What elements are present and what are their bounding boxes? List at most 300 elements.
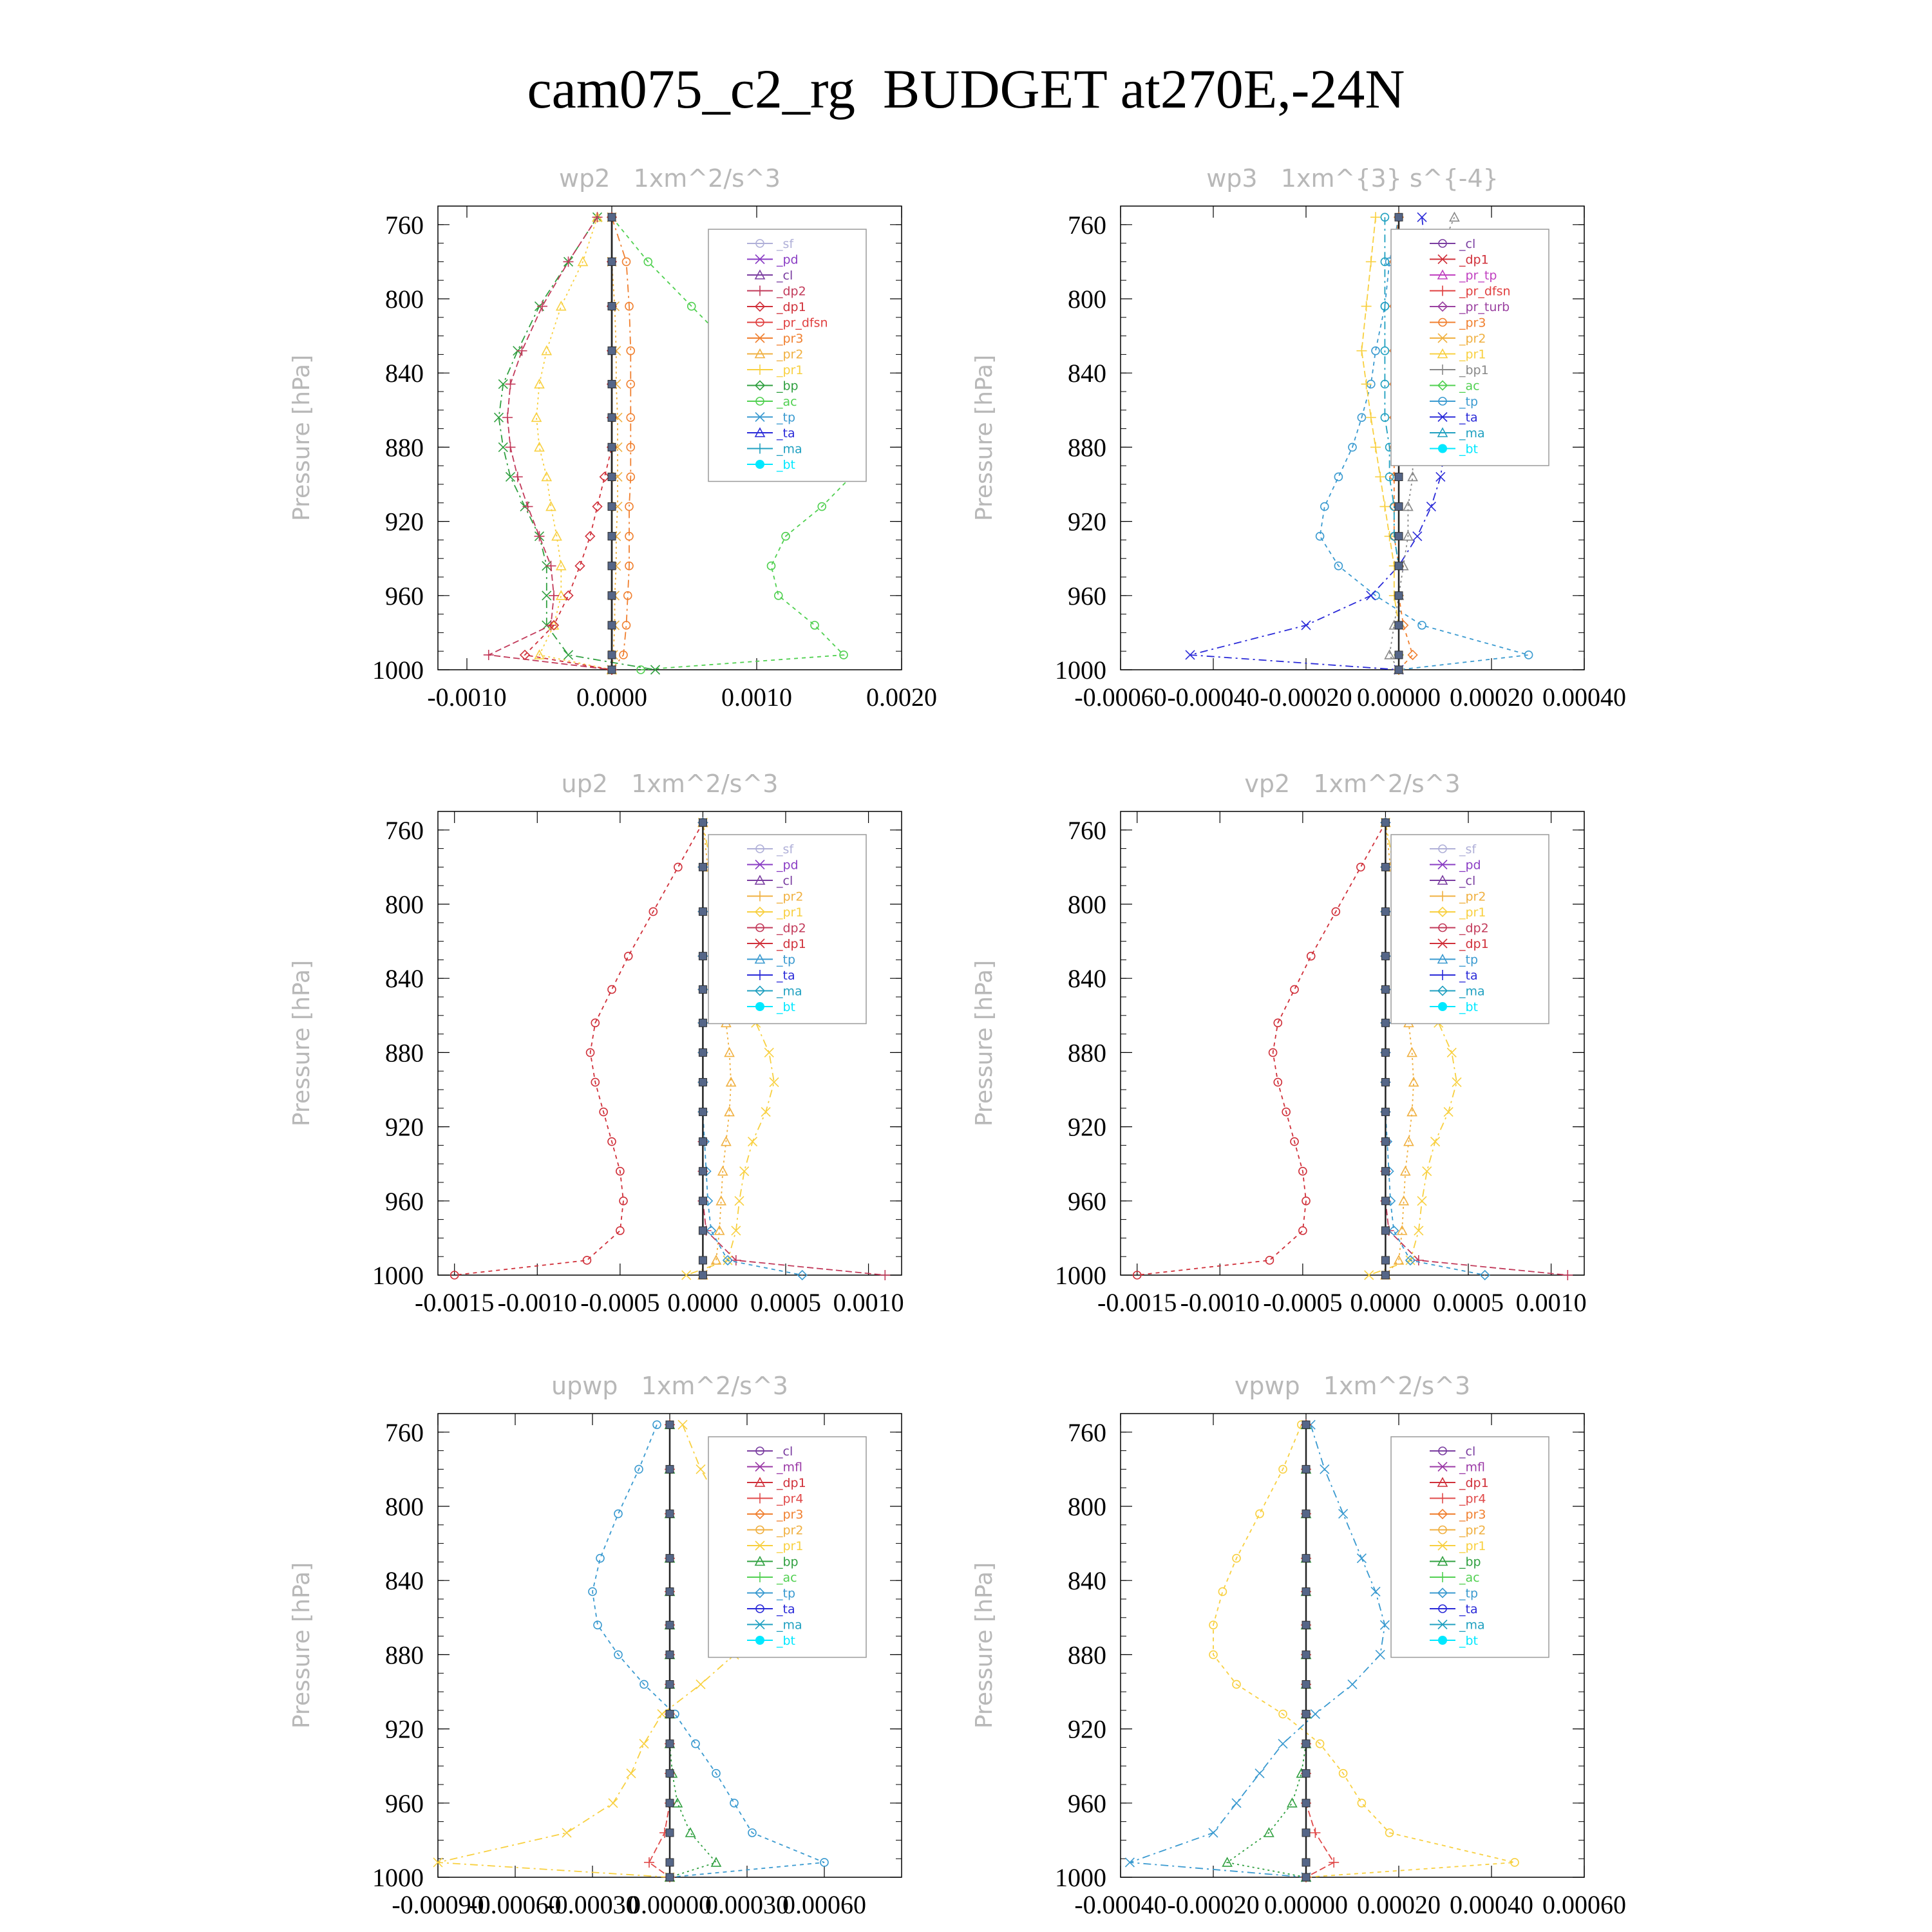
data-point [608,985,616,993]
data-point [1408,1108,1417,1116]
y-tick-label: 1000 [372,1863,424,1892]
legend-label: _pr2 [1459,889,1486,904]
data-point [1376,1650,1385,1659]
legend-label: _bp [777,379,799,393]
legend-label: _cl [1459,237,1476,251]
data-point [1436,472,1445,481]
legend-label: _cl [777,874,793,888]
legend-label: _sf [777,842,794,857]
legend-label: _ma [777,984,802,999]
x-tick-label: -0.0015 [1097,1288,1177,1317]
data-point [666,1829,674,1837]
x-tick-label: 0.0000 [667,1288,739,1317]
x-tick-label: 0.00040 [1542,683,1626,712]
legend-marker [755,1002,764,1011]
y-tick-label: 880 [385,1038,424,1068]
legend-label: _tp [1459,952,1479,967]
y-tick-label: 880 [1068,1640,1106,1670]
panel-title: vp2 1xm^2/s^3 [1244,770,1461,798]
legend-label: _pr_dfsn [1459,284,1511,299]
y-tick-label: 760 [385,1417,424,1447]
legend-label: _bp1 [1459,363,1489,377]
data-point [1395,666,1403,674]
legend-label: _dp1 [1459,1476,1489,1490]
legend-label: _dp1 [777,1476,806,1490]
data-point [666,1555,674,1562]
data-point [775,592,782,600]
data-point [1395,562,1403,570]
data-point [666,1710,674,1718]
y-tick-label: 800 [385,1492,424,1521]
legend-marker [755,1636,764,1645]
data-point [1562,1270,1573,1280]
data-point [1366,256,1376,267]
data-point [1447,1048,1456,1057]
y-tick-label: 960 [385,1186,424,1216]
legend-label: _bt [1459,442,1479,457]
y-tick-label: 840 [1068,964,1106,994]
series-line-bp [1227,1425,1306,1877]
data-point [593,502,602,511]
data-point [699,1019,706,1027]
data-point [699,1256,706,1264]
panel-title: vpwp 1xm^2/s^3 [1234,1372,1471,1400]
y-tick-label: 920 [1068,1714,1106,1744]
legend-label: _pr2 [777,889,804,904]
x-tick-label: -0.0010 [497,1288,577,1317]
data-point [748,1137,757,1146]
legend-label: _pd [777,252,799,267]
data-point [1302,1555,1310,1562]
legend-label: _ac [1459,379,1480,393]
page-title: cam075_c2_rg BUDGET at270E,-24N [527,58,1405,120]
data-point [1450,213,1459,221]
legend-label: _ac [777,395,797,409]
data-point [609,1799,618,1808]
data-point [1375,471,1385,482]
data-point [1395,651,1403,659]
y-tick-label: 920 [385,507,424,536]
y-axis-label: Pressure [hPa] [289,354,315,522]
data-point [1413,532,1422,541]
legend-marker [1438,1002,1447,1011]
data-point [1395,621,1403,629]
legend-label: _pr1 [777,905,804,920]
y-tick-label: 760 [1068,210,1106,240]
data-point [1395,213,1403,221]
series-line-pr1 [438,1425,747,1877]
y-tick-label: 880 [1068,1038,1106,1068]
data-point [1299,1227,1307,1235]
data-point [699,952,706,960]
y-tick-label: 760 [1068,1417,1106,1447]
data-point [699,1168,706,1175]
data-point [537,301,547,312]
y-tick-label: 840 [385,359,424,388]
legend-label: _ta [1459,1602,1478,1616]
series-line-dp1 [455,822,703,1275]
data-point [608,473,616,480]
x-tick-label: 0.0000 [576,683,647,712]
data-point [1302,1587,1310,1595]
data-point [764,1048,773,1057]
legend-label: _pr3 [1459,316,1486,330]
data-point [1381,908,1389,916]
data-point [1366,412,1376,422]
legend-label: _dp2 [777,921,806,936]
y-tick-label: 840 [385,964,424,994]
data-point [653,1421,661,1428]
x-tick-label: -0.00040 [1074,1890,1167,1919]
data-point [1302,1621,1310,1629]
data-point [1370,212,1381,222]
data-point [1302,621,1311,630]
data-point [1381,1138,1389,1146]
data-point [699,1138,706,1146]
data-point [1255,1769,1264,1778]
data-point [608,533,616,540]
data-point [1395,533,1403,540]
data-point [1444,1108,1453,1117]
data-point [644,1857,654,1868]
data-point [585,532,594,541]
chart-panel-2 [971,164,1626,712]
x-tick-label: -0.00090 [392,1890,484,1919]
chart-panel-4 [971,770,1587,1317]
y-tick-label: 960 [1068,1186,1106,1216]
data-point [1320,1464,1329,1473]
data-point [666,1510,674,1518]
x-tick-label: -0.0005 [580,1288,660,1317]
data-point [1381,1108,1389,1116]
y-tick-label: 960 [1068,581,1106,611]
panel-title: upwp 1xm^2/s^3 [551,1372,788,1400]
data-point [1431,1137,1440,1146]
chart-panel-1 [289,164,937,712]
data-point [1287,1799,1296,1807]
data-point [678,1420,687,1429]
y-tick-label: 880 [1068,433,1106,462]
x-tick-label: 0.00000 [1264,1890,1348,1919]
data-point [608,413,616,421]
data-point [1256,1510,1264,1518]
data-point [699,863,706,871]
x-tick-label: -0.00040 [1167,683,1260,712]
y-tick-label: 960 [385,581,424,611]
data-point [1381,1256,1389,1264]
chart-panel-6 [971,1372,1626,1919]
data-point [608,621,616,629]
legend-marker [1438,444,1447,453]
data-point [608,651,616,659]
legend-label: _ta [777,1602,795,1616]
data-point [699,819,706,826]
x-tick-label: -0.00020 [1260,683,1352,712]
y-tick-label: 760 [1068,815,1106,845]
series-line-dp1 [525,217,612,670]
data-point [639,1739,649,1748]
y-tick-label: 840 [385,1566,424,1596]
data-point [1302,1799,1310,1807]
legend-label: _tp [777,410,796,425]
legend-label: _pr_turb [1459,300,1510,314]
legend-label: _ta [777,426,795,440]
y-axis-label: Pressure [hPa] [971,354,998,522]
legend-label: _bt [1459,1634,1479,1648]
data-point [1302,1510,1310,1518]
data-point [699,985,706,993]
y-tick-label: 960 [1068,1788,1106,1818]
data-point [1385,650,1394,659]
legend-label: _ac [777,1571,797,1585]
legend-marker [755,460,764,469]
legend-label: _pd [1459,858,1481,873]
legend-label: _pr1 [777,363,804,377]
data-point [1334,473,1342,480]
x-tick-label: 0.00060 [1542,1890,1626,1919]
legend-label: _pr_tp [1459,269,1497,283]
legend-label: _ta [777,969,795,983]
data-point [696,1680,705,1689]
data-point [1218,1587,1226,1595]
x-tick-label: 0.0010 [1515,1288,1587,1317]
x-tick-label: -0.00060 [469,1890,562,1919]
data-point [686,1828,695,1837]
legend-label: _pr2 [1459,1523,1486,1538]
panel-title: wp2 1xm^2/s^3 [559,164,781,193]
data-point [608,303,616,310]
x-tick-label: -0.0010 [427,683,507,712]
data-point [811,621,819,629]
x-tick-label: 0.00000 [1357,683,1441,712]
data-point [608,503,616,511]
legend-label: _pr3 [1459,1508,1486,1522]
data-point [1418,621,1426,629]
y-tick-label: 920 [1068,507,1106,536]
data-point [523,502,533,512]
y-tick-label: 920 [385,1714,424,1744]
panel-title: wp3 1xm^{3} s^{-4} [1206,164,1499,193]
y-tick-label: 1000 [372,656,424,685]
legend-label: _bt [1459,1000,1479,1014]
legend-label: _bt [777,1634,796,1648]
legend-label: _bp [1459,1555,1481,1569]
data-point [699,1048,706,1056]
y-tick-label: 1000 [1055,1261,1106,1290]
data-point [1302,1829,1310,1837]
data-point [692,1740,699,1748]
legend-label: _bt [777,458,796,472]
data-point [699,1227,706,1235]
data-point [625,952,632,960]
data-point [880,1270,890,1280]
data-point [596,1555,604,1562]
data-point [608,562,616,570]
data-point [484,650,494,660]
data-point [1370,442,1381,452]
data-point [1395,592,1403,600]
legend-label: _ma [777,1618,802,1633]
legend-label: _pd [777,858,799,873]
data-point [1329,1857,1339,1868]
y-tick-label: 760 [385,210,424,240]
data-point [768,562,775,570]
data-point [1209,1828,1218,1837]
legend-label: _ma [777,442,802,457]
legend-label: _pr2 [1459,332,1486,346]
data-point [1357,1554,1366,1563]
legend-label: _ma [1459,984,1485,999]
data-point [608,666,616,674]
data-point [517,346,527,356]
data-point [699,1108,706,1116]
data-point [1339,1510,1348,1519]
data-point [614,1510,622,1518]
data-point [712,1858,721,1866]
data-point [608,258,616,265]
data-point [1302,1710,1310,1718]
data-point [1381,1078,1389,1086]
data-point [1302,1770,1310,1777]
legend-label: _tp [1459,1586,1479,1601]
data-point [546,561,556,571]
data-point [608,592,616,600]
data-point [1358,1799,1365,1807]
data-point [730,1799,738,1807]
data-point [556,302,565,310]
y-tick-label: 840 [1068,1566,1106,1596]
legend-label: _cl [1459,874,1476,888]
data-point [608,443,616,451]
legend-label: _pr2 [777,347,804,362]
data-point [696,1464,705,1473]
data-point [1381,863,1389,871]
series-line-tp [1130,1425,1385,1877]
x-tick-label: 0.0010 [721,683,792,712]
data-point [1307,952,1315,960]
data-point [1426,502,1435,511]
x-tick-label: -0.00060 [1074,683,1167,712]
x-tick-label: 0.00040 [1450,1890,1533,1919]
data-point [1395,473,1403,480]
x-tick-label: 0.0005 [1433,1288,1504,1317]
y-axis-label: Pressure [hPa] [971,1562,998,1729]
y-tick-label: 840 [1068,359,1106,388]
data-point [627,413,634,421]
legend-label: _pr4 [777,1492,804,1506]
legend-label: _pr1 [1459,905,1486,920]
data-point [1403,502,1412,511]
data-point [735,1197,744,1206]
y-tick-label: 800 [385,890,424,919]
data-point [1381,1168,1389,1175]
data-point [608,347,616,355]
legend-label: _dp1 [1459,937,1489,951]
data-point [699,908,706,916]
data-point [1408,650,1417,659]
legend-label: _ta [1459,969,1478,983]
data-point [666,1680,674,1688]
legend-label: _dp2 [777,284,806,299]
y-tick-label: 800 [1068,890,1106,919]
legend-label: _mfl [1459,1460,1485,1475]
x-tick-label: -0.0015 [415,1288,495,1317]
data-point [1291,985,1298,993]
data-point [666,1621,674,1629]
data-point [627,1769,636,1778]
y-tick-label: 800 [1068,1492,1106,1521]
data-point [699,1197,706,1205]
data-point [1232,1799,1241,1808]
legend-label: _ma [1459,1618,1485,1633]
y-tick-label: 920 [385,1112,424,1142]
legend-label: _dp1 [777,937,806,951]
data-point [1381,985,1389,993]
legend-marker [1438,1636,1447,1645]
legend-label: _pr1 [1459,347,1486,362]
y-tick-label: 880 [385,1640,424,1670]
y-axis-label: Pressure [hPa] [289,1562,315,1729]
data-point [1348,1680,1357,1689]
y-axis-label: Pressure [hPa] [289,960,315,1127]
x-tick-label: -0.0005 [1263,1288,1343,1317]
data-point [1302,1465,1310,1473]
data-point [761,1108,770,1117]
legend-label: _cl [1459,1444,1476,1459]
x-tick-label: -0.0010 [1180,1288,1260,1317]
data-point [666,1465,674,1473]
x-tick-label: -0.00030 [546,1890,639,1919]
data-point [1302,1859,1310,1866]
legend-label: _cl [777,1444,793,1459]
data-point [1381,1197,1389,1205]
data-point [1381,819,1389,826]
legend-label: _ma [1459,426,1485,440]
data-point [1278,1739,1287,1748]
x-tick-label: 0.0005 [750,1288,821,1317]
legend-label: _pr3 [777,332,804,346]
data-point [1381,952,1389,960]
series-line-pr1 [536,217,612,670]
y-tick-label: 920 [1068,1112,1106,1142]
x-tick-label: 0.0020 [866,683,937,712]
x-tick-label: 0.00000 [628,1890,712,1919]
y-tick-label: 1000 [372,1261,424,1290]
y-tick-label: 800 [1068,285,1106,314]
legend-label: _sf [777,237,794,251]
x-tick-label: 0.0000 [1350,1288,1421,1317]
data-point [547,502,556,511]
legend-label: _pr2 [777,1523,804,1538]
y-tick-label: 1000 [1055,1863,1106,1892]
legend-label: _tp [777,952,796,967]
data-point [674,863,682,871]
data-point [666,1770,674,1777]
data-point [725,1108,734,1116]
x-tick-label: -0.00020 [1167,1890,1260,1919]
data-point [1381,1048,1389,1056]
x-tick-label: 0.0010 [833,1288,904,1317]
legend-label: _bp [777,1555,799,1569]
data-point [699,1271,706,1279]
data-point [1381,1019,1389,1027]
data-point [1311,1710,1320,1719]
y-tick-label: 960 [385,1788,424,1818]
series-line-dp1 [1137,822,1386,1275]
data-point [1381,1271,1389,1279]
data-point [1310,1828,1320,1838]
legend-label: _ta [1459,410,1478,425]
